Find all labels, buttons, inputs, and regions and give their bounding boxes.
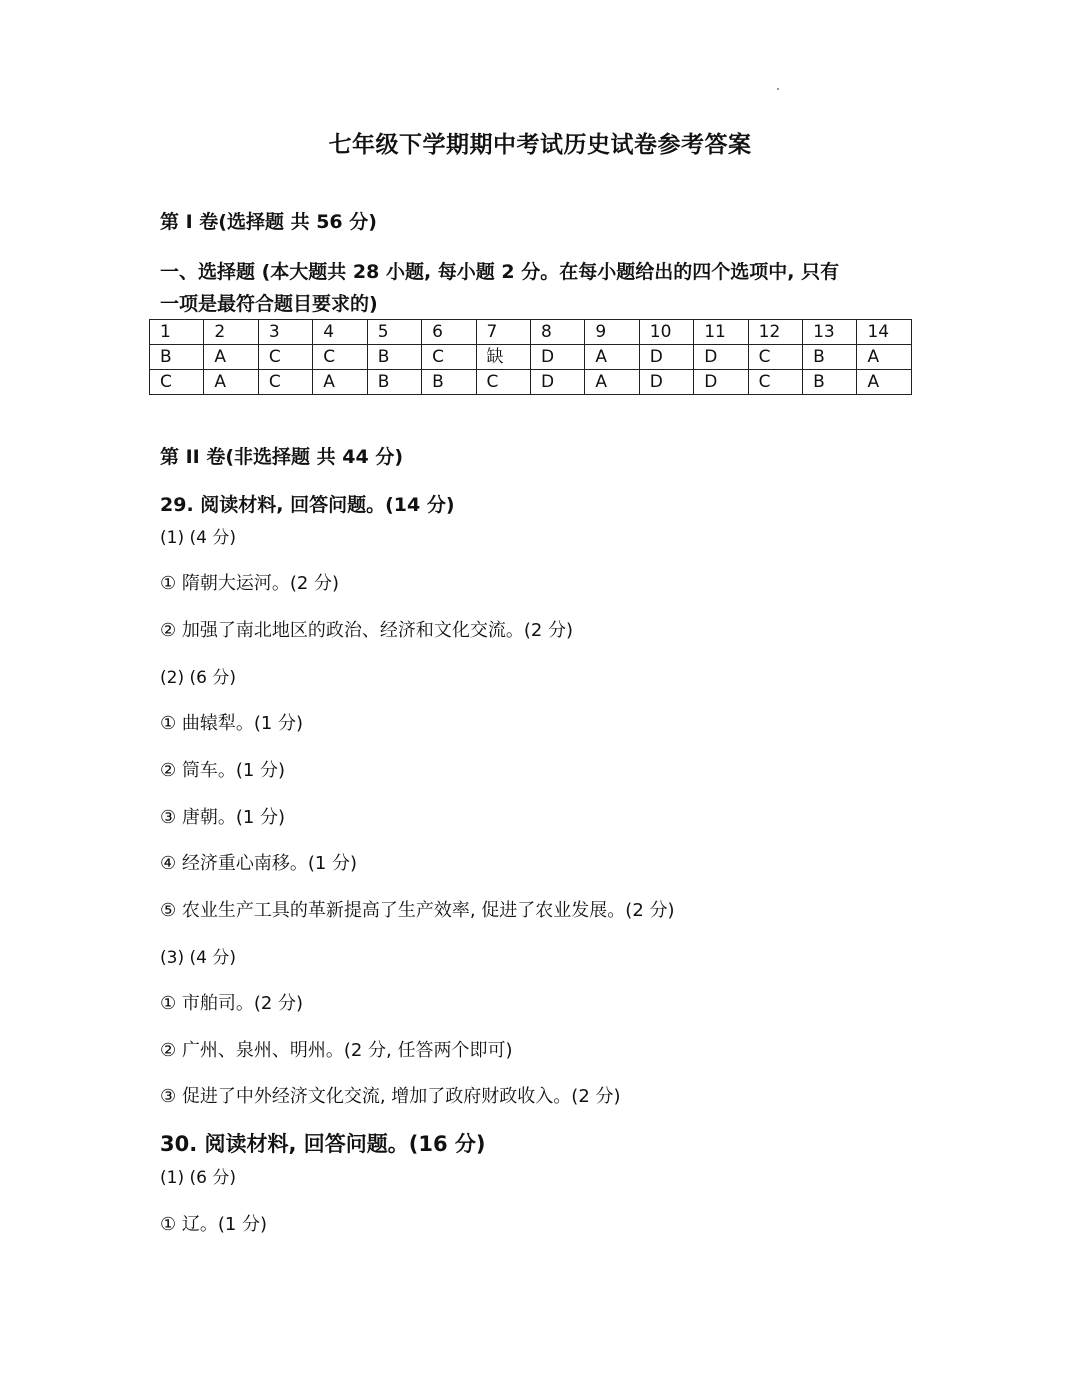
answer-table-cell: B bbox=[803, 345, 857, 370]
answer-table-cell: A bbox=[857, 345, 912, 370]
answer-table-cell: A bbox=[204, 345, 258, 370]
part1-instruction-line1: 一、选择题 (本大题共 28 小题, 每小题 2 分。在每小题给出的四个选项中, 只有 bbox=[160, 261, 840, 283]
answer-table-cell: 11 bbox=[694, 320, 748, 345]
answer-table-cell: B bbox=[422, 370, 476, 395]
answer-table-cell: D bbox=[694, 345, 748, 370]
page-title: 七年级下学期期中考试历史试卷参考答案 bbox=[328, 132, 752, 158]
q29-answer-line: ① 市舶司。(2 分) bbox=[160, 993, 304, 1014]
answer-table-cell: C bbox=[476, 370, 530, 395]
q30-answer-line: ① 辽。(1 分) bbox=[160, 1214, 268, 1235]
answer-table-cell: B bbox=[803, 370, 857, 395]
answer-table-cell: D bbox=[530, 345, 584, 370]
answer-table-cell: B bbox=[367, 370, 421, 395]
q30-heading: 30. 阅读材料, 回答问题。(16 分) bbox=[160, 1132, 486, 1156]
answer-table-answer-row bbox=[150, 370, 912, 395]
answer-table-answer-row bbox=[150, 345, 912, 370]
answer-table-cell: 10 bbox=[639, 320, 693, 345]
q29-sub3-heading: (3) (4 分) bbox=[160, 948, 236, 968]
answer-table-cell: C bbox=[258, 345, 312, 370]
scan-speck bbox=[777, 88, 779, 90]
answer-table-cell: D bbox=[694, 370, 748, 395]
answer-table-cell: 4 bbox=[313, 320, 367, 345]
part1-instruction-line2: 一项是最符合题目要求的) bbox=[160, 293, 378, 315]
q29-answer-line: ② 筒车。(1 分) bbox=[160, 760, 286, 781]
answer-table-cell: 8 bbox=[530, 320, 584, 345]
answer-table-cell: 6 bbox=[422, 320, 476, 345]
q30-sub1-heading: (1) (6 分) bbox=[160, 1168, 236, 1188]
answer-table-cell: C bbox=[258, 370, 312, 395]
answer-table-cell: 3 bbox=[258, 320, 312, 345]
q29-answer-line: ③ 唐朝。(1 分) bbox=[160, 807, 286, 828]
answer-table-cell: B bbox=[150, 345, 204, 370]
answer-table-cell: 14 bbox=[857, 320, 912, 345]
answer-table-cell: A bbox=[857, 370, 912, 395]
q29-sub1-heading: (1) (4 分) bbox=[160, 528, 236, 548]
answer-table-cell: 13 bbox=[803, 320, 857, 345]
answer-table-cell: D bbox=[530, 370, 584, 395]
answer-table-cell: 缺 bbox=[476, 345, 530, 370]
answer-table-cell: C bbox=[313, 345, 367, 370]
answer-table-cell: D bbox=[639, 345, 693, 370]
q29-answer-line: ⑤ 农业生产工具的革新提高了生产效率, 促进了农业发展。(2 分) bbox=[160, 900, 675, 921]
answer-table-cell: D bbox=[639, 370, 693, 395]
part2-heading: 第 II 卷(非选择题 共 44 分) bbox=[160, 446, 404, 468]
q29-sub2-heading: (2) (6 分) bbox=[160, 668, 236, 688]
answer-table-cell: C bbox=[422, 345, 476, 370]
answer-table-cell: C bbox=[748, 370, 802, 395]
answer-table-cell: 5 bbox=[367, 320, 421, 345]
answer-table-cell: A bbox=[204, 370, 258, 395]
answer-table-cell: C bbox=[748, 345, 802, 370]
q29-answer-line: ② 广州、泉州、明州。(2 分, 任答两个即可) bbox=[160, 1040, 513, 1061]
answer-table-number-row bbox=[150, 320, 912, 345]
answer-table-cell: 2 bbox=[204, 320, 258, 345]
answer-table-cell: B bbox=[367, 345, 421, 370]
answer-table-cell: A bbox=[585, 345, 639, 370]
q29-answer-line: ① 隋朝大运河。(2 分) bbox=[160, 573, 340, 594]
answer-table-cell: 7 bbox=[476, 320, 530, 345]
answer-table-cell: 1 bbox=[150, 320, 204, 345]
answer-table bbox=[149, 319, 912, 395]
answer-table-cell: C bbox=[150, 370, 204, 395]
q29-answer-line: ② 加强了南北地区的政治、经济和文化交流。(2 分) bbox=[160, 620, 574, 641]
answer-table-cell: 9 bbox=[585, 320, 639, 345]
part1-heading: 第 I 卷(选择题 共 56 分) bbox=[160, 211, 377, 233]
answer-table-cell: A bbox=[313, 370, 367, 395]
q29-answer-line: ① 曲辕犁。(1 分) bbox=[160, 713, 304, 734]
q29-answer-line: ④ 经济重心南移。(1 分) bbox=[160, 853, 358, 874]
q29-answer-line: ③ 促进了中外经济文化交流, 增加了政府财政收入。(2 分) bbox=[160, 1086, 621, 1107]
answer-table-cell: 12 bbox=[748, 320, 802, 345]
answer-table-cell: A bbox=[585, 370, 639, 395]
q29-heading: 29. 阅读材料, 回答问题。(14 分) bbox=[160, 494, 455, 516]
